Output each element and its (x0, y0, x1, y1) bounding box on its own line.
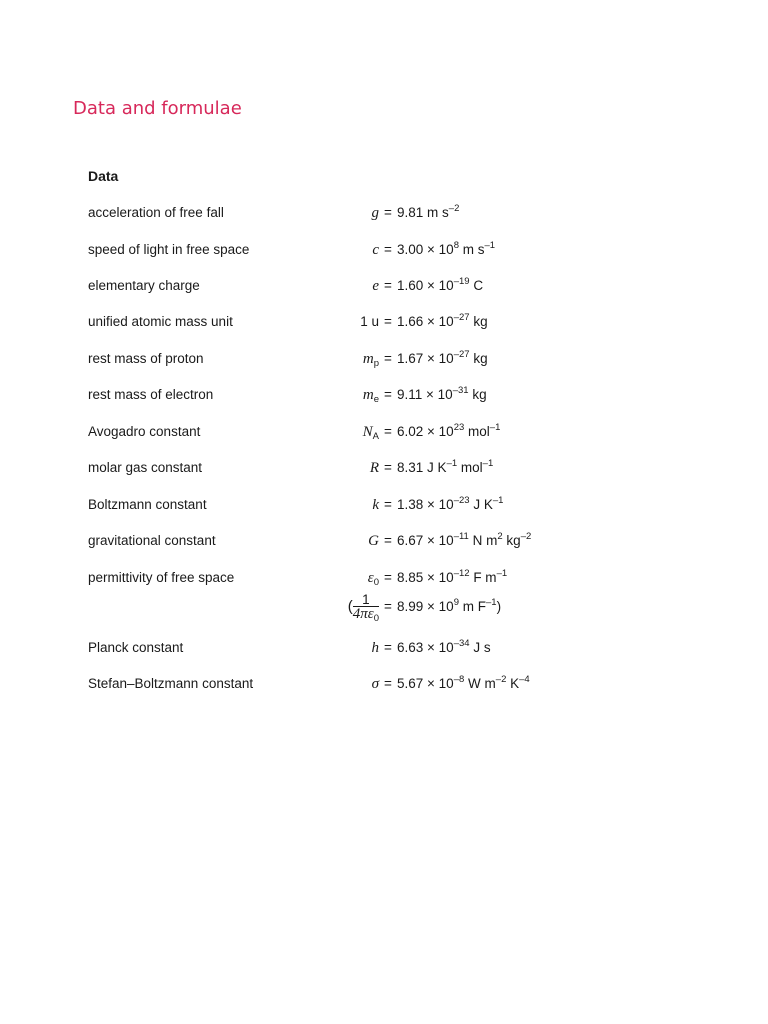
quantity-label: rest mass of proton (88, 351, 204, 366)
quantity-symbol: $m_p$ (362, 351, 379, 369)
data-row (0, 275, 768, 297)
equals-sign: = (384, 424, 392, 439)
equals-sign: = (384, 314, 392, 329)
data-row (0, 421, 768, 443)
quantity-label: Planck constant (88, 640, 184, 655)
quantity-value: 8.31 J $K^{-1}$ mol$^{-1}$ (397, 458, 494, 475)
data-row (0, 311, 768, 333)
data-row (0, 567, 768, 589)
equals-sign: = (384, 242, 392, 257)
quantity-value: $3.00 \times 10^8$ m $s^{-1}$ (397, 240, 496, 257)
quantity-symbol: G (368, 533, 379, 549)
quantity-value: $6.63 \times 10^{-34}$ J s (397, 638, 491, 655)
quantity-symbol: $\varepsilon_0$ (367, 570, 379, 588)
equals-sign: = (384, 278, 392, 293)
data-row (0, 494, 768, 516)
quantity-symbol: ( $\frac{1}{4\pi\varepsilon_0}$ (347, 592, 379, 625)
equals-sign: = (384, 640, 392, 655)
quantity-label: speed of light in free space (88, 242, 250, 257)
data-row (0, 673, 768, 695)
quantity-value: $1.67 \times 10^{-27}$ kg (397, 349, 488, 366)
quantity-value: $5.67 \times 10^{-8}$ W $m^{-2}$ $K^{-4}$ (397, 674, 530, 691)
quantity-symbol: 1 u (360, 314, 379, 329)
equals-sign: = (384, 570, 392, 585)
quantity-value: 9.81 m $s^{-2}$ (397, 203, 460, 220)
data-row (0, 591, 768, 623)
quantity-label: Stefan–Boltzmann constant (88, 676, 254, 691)
quantity-symbol: $m_e$ (362, 387, 379, 405)
quantity-value: $1.38 \times 10^{-23}$ J $K^{-1}$ (397, 495, 504, 512)
data-row (0, 202, 768, 224)
data-row (0, 530, 768, 552)
equals-sign: = (384, 460, 392, 475)
quantity-label: rest mass of electron (88, 387, 214, 402)
quantity-label: Boltzmann constant (88, 497, 207, 512)
quantity-symbol: e (372, 278, 379, 294)
data-row (0, 239, 768, 261)
equals-sign: = (384, 676, 392, 691)
quantity-label: acceleration of free fall (88, 205, 224, 220)
quantity-value: $9.11 \times 10^{-31}$ kg (397, 385, 487, 402)
quantity-value: $6.02 \times 10^{23}$ mol$^{-1}$ (397, 422, 501, 439)
equals-sign: = (384, 599, 392, 614)
quantity-label: molar gas constant (88, 460, 203, 475)
data-row (0, 637, 768, 659)
quantity-symbol: k (372, 497, 379, 513)
quantity-value: $1.60 \times 10^{-19}$ C (397, 276, 484, 293)
quantity-symbol: σ (371, 676, 379, 692)
quantity-value: $8.85 \times 10^{-12}$ F $m^{-1}$ (397, 568, 508, 585)
quantity-symbol: g (371, 205, 379, 221)
data-row (0, 457, 768, 479)
data-row (0, 384, 768, 406)
quantity-label: Avogadro constant (88, 424, 201, 439)
quantity-label: permittivity of free space (88, 570, 235, 585)
quantity-symbol: h (371, 640, 379, 656)
page-title: Data and formulae (73, 98, 242, 119)
equals-sign: = (384, 387, 392, 402)
quantity-symbol: $N_A$ (362, 424, 379, 442)
quantity-value: $8.99 \times 10^9$ m $F^{-1}$) (397, 597, 502, 614)
quantity-value: $1.66 \times 10^{-27}$ kg (397, 312, 488, 329)
fraction: $\frac{1}{4\pi\varepsilon_0}$ (352, 592, 379, 625)
equals-sign: = (384, 497, 392, 512)
equals-sign: = (384, 351, 392, 366)
data-row (0, 348, 768, 370)
equals-sign: = (384, 205, 392, 220)
equals-sign: = (384, 533, 392, 548)
quantity-label: elementary charge (88, 278, 200, 293)
section-heading: Data (88, 168, 119, 184)
quantity-symbol: c (372, 242, 379, 258)
quantity-label: unified atomic mass unit (88, 314, 233, 329)
quantity-value: $6.67 \times 10^{-11}$ N $m^2$ $kg^{-2}$ (397, 531, 532, 548)
quantity-symbol: R (369, 460, 379, 476)
quantity-label: gravitational constant (88, 533, 216, 548)
